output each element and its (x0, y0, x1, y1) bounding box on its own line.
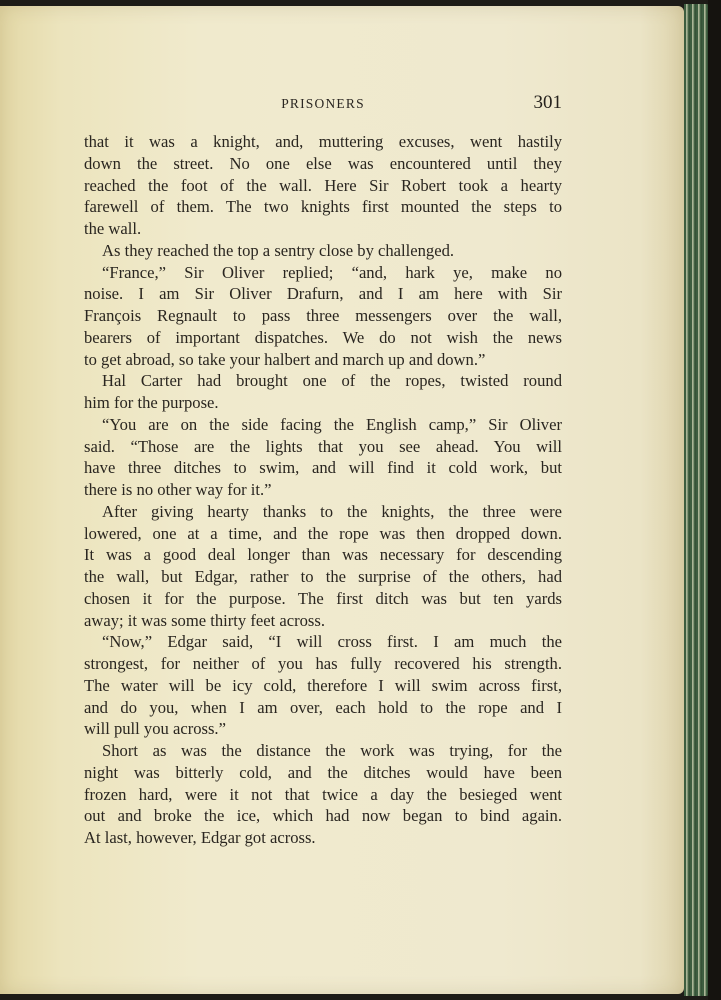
running-head (84, 92, 562, 116)
text-line: have three ditches to swim, and will find it cold work, but (84, 458, 562, 478)
text-line: and do you, when I am over, each hold to the rope and I (84, 697, 562, 717)
text-line: there is no other way for it.” (84, 480, 272, 499)
text-line: out and broke the ice, which had now began to bind again. (84, 806, 562, 826)
text-line: It was a good deal longer than was necessary for descending (84, 545, 562, 565)
text-line: The water will be icy cold, therefore I will swim across first, (84, 675, 562, 695)
text-line: away; it was some thirty feet across. (84, 610, 325, 630)
text-line: said. “Those are the lights that you see ahead. You will (84, 436, 562, 456)
text-line: chosen it for the purpose. The first ditch was but ten yards (84, 588, 562, 608)
book-cover-edge (708, 0, 721, 1000)
text-line: that it was a knight, and, muttering excuses, went hastily (84, 132, 562, 151)
page-edges (684, 4, 710, 996)
text-line: noise. I am Sir Oliver Drafurn, and I am here with Sir (84, 284, 562, 304)
text-line: As they reached the top a sentry close by challenged. (102, 240, 455, 260)
text-line: strongest, for neither of you has fully recovered his strength. (84, 654, 562, 673)
text-line: him for the purpose. (84, 393, 219, 412)
text-line: farewell of them. The two knights first mounted the steps to (84, 197, 562, 217)
text-line: will pull you across.” (84, 719, 226, 739)
text-line: “You are on the side facing the English camp,” Sir Oliver (102, 414, 562, 434)
text-line: reached the foot of the wall. Here Sir Robert took a hearty (84, 175, 562, 195)
text-line: At last, however, Edgar got across. (84, 828, 316, 847)
text-line: to get abroad, so take your halbert and march up and down.” (84, 349, 486, 369)
text-line: Hal Carter had brought one of the ropes, twisted round (102, 371, 562, 391)
text-line: frozen hard, were it not that twice a day the besieged went (84, 784, 562, 804)
text-line: bearers of important dispatches. We do not wish the news (84, 327, 562, 347)
text-line: After giving hearty thanks to the knights, the three were (102, 501, 562, 521)
text-line: the wall, but Edgar, rather to the surprise of the others, had (84, 567, 562, 586)
running-title: PRISONERS (281, 96, 365, 111)
text-line: Short as was the distance the work was trying, for the (102, 741, 562, 760)
page-number: 301 (533, 92, 562, 113)
text-line: François Regnault to pass three messengers over the wall, (84, 306, 562, 325)
text-line: “France,” Sir Oliver replied; “and, hark ye, make no (102, 262, 562, 282)
text-line: night was bitterly cold, and the ditches would have been (84, 762, 562, 782)
text-line: lowered, one at a time, and the rope was then dropped down. (84, 523, 562, 543)
text-line: “Now,” Edgar said, “I will cross first. I am much the (102, 632, 562, 652)
body-text (84, 131, 562, 849)
text-line: down the street. No one else was encountered until they (84, 153, 562, 173)
text-line: the wall. (84, 219, 142, 238)
